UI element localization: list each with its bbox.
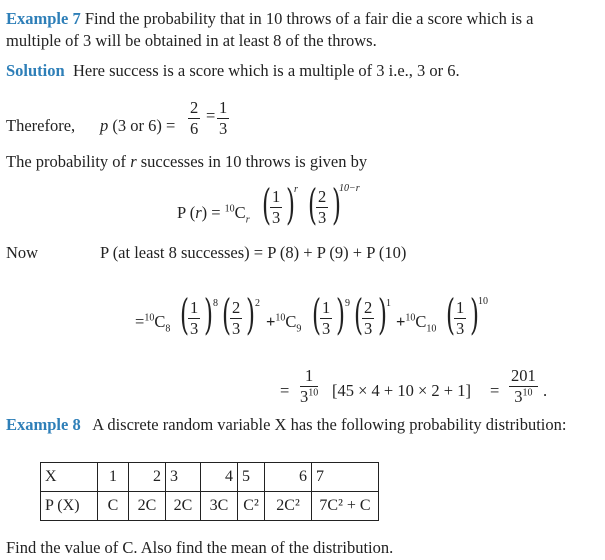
plus-c9: $+^{10}C_9$ bbox=[266, 312, 302, 335]
table-cell: 7 bbox=[312, 463, 379, 492]
example-8-text: A discrete random variable X has the following probability distribution: bbox=[92, 415, 567, 434]
probability-after: successes in 10 throws is given by bbox=[140, 152, 368, 171]
plus-c10: $+^{10}C_{10}$ bbox=[396, 312, 437, 335]
table-cell: 4 bbox=[201, 463, 238, 492]
probability-before: The probability of bbox=[6, 152, 127, 171]
fraction-2-3 bbox=[230, 298, 242, 339]
table-cell: 3C bbox=[201, 492, 238, 521]
den-exponent: 10 bbox=[522, 387, 533, 399]
fraction-numerator: 2 bbox=[232, 298, 241, 317]
table-cell: C² bbox=[238, 492, 265, 521]
fraction-denominator bbox=[300, 387, 318, 407]
fraction-2-3 bbox=[316, 187, 328, 228]
therefore-expr bbox=[100, 116, 175, 136]
example-7-label: Example 7 bbox=[6, 9, 81, 28]
fraction-denominator: 3 bbox=[318, 208, 327, 227]
fraction-1-3 bbox=[320, 298, 332, 339]
den-exponent: 10 bbox=[308, 387, 319, 399]
fraction-numerator: 201 bbox=[511, 366, 536, 385]
table-row bbox=[41, 492, 379, 521]
result-bracket: [45 × 4 + 10 × 2 + 1] bbox=[332, 381, 471, 400]
left-paren: ( bbox=[312, 290, 322, 339]
binomial-k: r bbox=[245, 214, 250, 226]
fraction-denominator bbox=[509, 387, 538, 407]
now-text: P (at least 8 successes) = P (8) + P (9) + P (10) bbox=[100, 243, 407, 262]
fraction-numerator: 1 bbox=[300, 366, 318, 387]
table-cell: 2C bbox=[129, 492, 166, 521]
den-base: 3 bbox=[300, 387, 309, 406]
find-line: Find the value of C. Also find the mean of the distribution. bbox=[6, 538, 394, 557]
fraction-denominator: 3 bbox=[232, 319, 241, 338]
example-8-label: Example 8 bbox=[6, 415, 81, 434]
fraction-denominator: 3 bbox=[364, 319, 373, 338]
fraction-2-3 bbox=[362, 298, 374, 339]
table-cell: 2C² bbox=[265, 492, 312, 521]
right-paren: ) bbox=[246, 290, 256, 339]
fraction-numerator: 1 bbox=[219, 98, 228, 117]
result-dot: . bbox=[543, 381, 548, 400]
binomial-n: 10 bbox=[224, 203, 235, 215]
table-cell: 1 bbox=[98, 463, 129, 492]
therefore-lead: Therefore, bbox=[6, 116, 76, 135]
fraction-numerator: 1 bbox=[190, 298, 199, 317]
fraction-2-6 bbox=[188, 98, 200, 139]
table-cell: 2 bbox=[129, 463, 166, 492]
fraction-numerator: 2 bbox=[318, 187, 327, 206]
binomial-n: 10 bbox=[144, 312, 155, 324]
right-paren: ) bbox=[336, 290, 346, 339]
table-cell: 2C bbox=[166, 492, 201, 521]
fraction-denominator: 6 bbox=[190, 119, 199, 138]
table-row bbox=[41, 463, 379, 492]
binomial-k: 9 bbox=[296, 323, 302, 335]
plus-sign: + bbox=[266, 312, 276, 331]
example-8-line bbox=[6, 415, 566, 435]
fraction-numerator: 2 bbox=[364, 298, 373, 317]
solution-label: Solution bbox=[6, 61, 65, 80]
table-cell: 3 bbox=[166, 463, 201, 492]
right-paren: ) bbox=[378, 290, 388, 339]
fraction-1-3 bbox=[454, 298, 466, 339]
binomial-k: 10 bbox=[426, 323, 437, 335]
fraction-denominator: 3 bbox=[456, 319, 465, 338]
left-paren: ( bbox=[222, 290, 232, 339]
therefore-expr-text: (3 or 6) = bbox=[112, 116, 176, 135]
fraction-denominator: 3 bbox=[190, 319, 199, 338]
fraction-numerator: 1 bbox=[322, 298, 331, 317]
fraction-1-3 bbox=[217, 98, 229, 139]
solution-line bbox=[6, 61, 460, 81]
now-lead: Now bbox=[6, 243, 39, 262]
den-base: 3 bbox=[514, 387, 523, 406]
equals-sign: = bbox=[206, 106, 216, 125]
fraction-denominator: 3 bbox=[219, 119, 228, 138]
fraction-1-3 bbox=[270, 187, 282, 228]
exponent: 9 bbox=[345, 298, 350, 309]
binomial-n: 10 bbox=[275, 312, 286, 324]
example-7-text: Find the probability that in 10 throws of a fair die a score which is a bbox=[84, 9, 534, 28]
exponent: 1 bbox=[386, 298, 391, 309]
exponent-r: r bbox=[294, 184, 298, 195]
result-eq2: = bbox=[490, 381, 500, 400]
table-cell: X bbox=[41, 463, 98, 492]
equals-sign: = bbox=[135, 312, 145, 331]
table-cell: C bbox=[98, 492, 129, 521]
pr-r: r bbox=[195, 203, 202, 222]
binomial-c: C bbox=[234, 203, 246, 222]
p-var: p bbox=[100, 116, 109, 135]
pr-open: P ( bbox=[177, 203, 196, 222]
right-paren: ) bbox=[286, 180, 296, 229]
left-paren: ( bbox=[180, 290, 190, 339]
solution-text: Here success is a score which is a multiple of 3 i.e., 3 or 6. bbox=[72, 61, 460, 80]
r-var: r bbox=[130, 152, 137, 171]
right-paren: ) bbox=[332, 180, 342, 229]
example-7-line2: multiple of 3 will be obtained in at least 8 of the throws. bbox=[6, 31, 377, 50]
binomial-n: 10 bbox=[405, 312, 416, 324]
fraction-denominator: 3 bbox=[322, 319, 331, 338]
fraction-201-over-3-10 bbox=[509, 366, 538, 407]
fraction-numerator: 2 bbox=[190, 98, 199, 117]
exponent: 8 bbox=[213, 298, 218, 309]
fraction-numerator: 1 bbox=[272, 187, 281, 206]
fraction-1-over-3-10 bbox=[300, 366, 318, 407]
table-cell: 5 bbox=[238, 463, 265, 492]
left-paren: ( bbox=[354, 290, 364, 339]
result-eq: = bbox=[280, 381, 290, 400]
right-paren: ) bbox=[470, 290, 480, 339]
pr-lhs bbox=[177, 203, 250, 226]
table-cell: 6 bbox=[265, 463, 312, 492]
exponent: 10 bbox=[478, 296, 488, 307]
exponent: 2 bbox=[255, 298, 260, 309]
right-paren: ) bbox=[204, 290, 214, 339]
pr-close: ) = bbox=[201, 203, 221, 222]
table-cell: 7C² + C bbox=[312, 492, 379, 521]
left-paren: ( bbox=[308, 180, 318, 229]
example-7-line1 bbox=[6, 9, 533, 29]
table-cell: P (X) bbox=[41, 492, 98, 521]
left-paren: ( bbox=[262, 180, 272, 229]
distribution-table bbox=[40, 462, 379, 521]
probability-line bbox=[6, 152, 367, 172]
binomial-k: 8 bbox=[165, 323, 171, 335]
left-paren: ( bbox=[446, 290, 456, 339]
exponent-10-r: 10−r bbox=[339, 183, 360, 194]
fraction-numerator: 1 bbox=[456, 298, 465, 317]
plus-sign: + bbox=[396, 312, 406, 331]
expansion-eq-c8: $=^{10}C_8$ bbox=[135, 312, 171, 335]
fraction-1-3 bbox=[188, 298, 200, 339]
fraction-denominator: 3 bbox=[272, 208, 281, 227]
